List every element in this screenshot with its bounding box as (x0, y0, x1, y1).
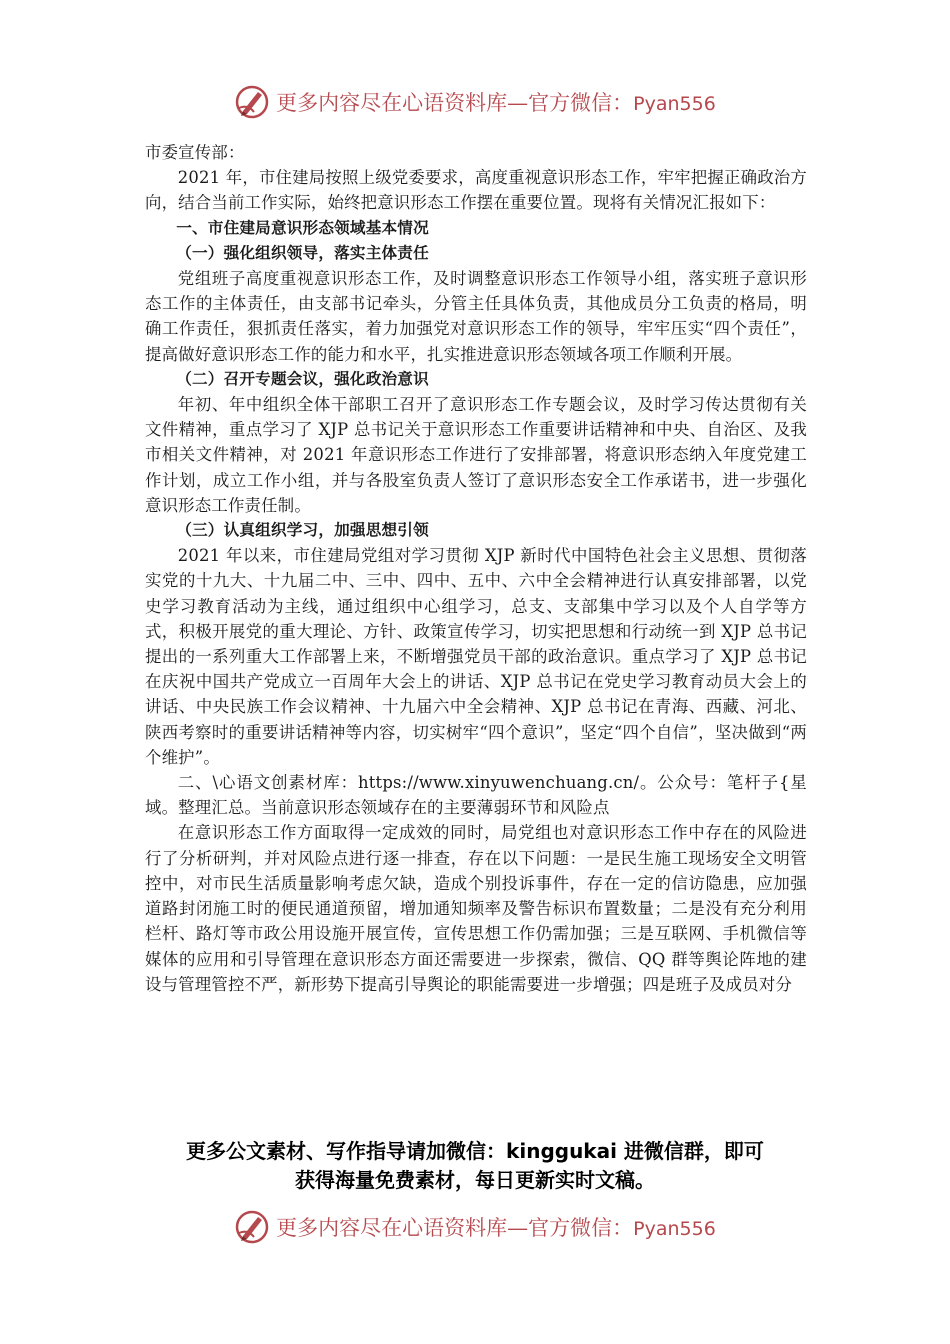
intro-paragraph: 2021 年，市住建局按照上级党委要求，高度重视意识形态工作，牢牢把握正确政治方向，结合当前工作实际，始终把意识形态工作摆在重要位置。现将有关情况汇报如下： (145, 168, 807, 213)
sub3-paragraph: 2021 年以来，市住建局党组对学习贯彻 XJP 新时代中国特色社会主义思想、贯彻落实党的十九大、十九届二中、三中、四中、五中、六中全会精神进行认真安排部署，以党史学习教育活动为主线，通过组织中心组学习，总支、支部集中学习以及个人自学等方式，积极开展党的重大理论、方针、政策宣传学习，切实把思想和行动统一到 XJP 总书记提出的一系列重大工作部署上来，不断增强党员干部的政治意识。重点学习了 XJP 总书记在庆祝中国共产党成立一百周年大会上的讲话、XJP 总书记在党史学习教育动员大会上的讲话、中央民族工作会议精神、十九届六中全会精神、XJP 总书记在青海、西藏、河北、陕西考察时的重要讲话精神等内容，切实树牢“四个意识”，坚定“四个自信”，坚决做到“两个维护”。 (145, 546, 807, 767)
sub1-paragraph: 党组班子高度重视意识形态工作，及时调整意识形态工作领导小组，落实班子意识形态工作的主体责任，由支部书记牵头，分管主任具体负责，其他成员分工负责的格局，明确工作责任，狠抓责任落实，着力加强党对意识形态工作的领导，牢牢压实“四个责任”，提高做好意识形态工作的能力和水平，扎实推进意识形态领域各项工作顺利开展。 (145, 269, 807, 364)
section2-paragraph: 在意识形态工作方面取得一定成效的同时，局党组也对意识形态工作中存在的风险进行了分析研判，并对风险点进行逐一排查，存在以下问题：一是民生施工现场安全文明管控中，对市民生活质量影响考虑欠缺，造成个别投诉事件，存在一定的信访隐患，应加强道路封闭施工时的便民通道预留，增加通知频率及警告标识布置数量；二是没有充分利用栏杆、路灯等市政公用设施开展宣传，宣传思想工作仍需加强；三是互联网、手机微信等媒体的应用和引导管理在意识形态方面还需要进一步探索，微信、QQ 群等舆论阵地的建设与管理管控不严，新形势下提高引导舆论的职能需要进一步增强；四是班子及成员对分 (145, 823, 807, 994)
section2-heading: 二、\心语文创素材库：https://www.xinyuwenchuang.cn/。公众号：笔杆子{星域。整理汇总。当前意识形态领域存在的主要薄弱环节和风险点 (145, 773, 807, 818)
header-banner (0, 82, 950, 122)
wechat-id: Pyan556 (633, 1218, 716, 1240)
sub3-heading: （三）认真组织学习，加强思想引领 (176, 521, 429, 540)
promo-notice (0, 1137, 950, 1195)
salutation: 市委宣传部： (145, 143, 245, 162)
promo-line-2: 获得海量免费素材，每日更新实时文稿。 (295, 1168, 655, 1192)
footer-banner (0, 1207, 950, 1247)
pen-logo-icon (234, 1209, 270, 1245)
wechat-id: Pyan556 (633, 93, 716, 115)
pen-logo-icon (234, 84, 270, 120)
promo-line-1: 更多公文素材、写作指导请加微信：kinggukai 进微信群，即可 (186, 1139, 764, 1163)
section1-heading: 一、市住建局意识形态领域基本情况 (176, 218, 429, 237)
banner-text: 更多内容尽在心语资料库—官方微信：Pyan556 (276, 91, 716, 115)
sub2-heading: （二）召开专题会议，强化政治意识 (176, 369, 429, 388)
document-body (145, 140, 807, 997)
banner-text: 更多内容尽在心语资料库—官方微信：Pyan556 (276, 1216, 716, 1240)
sub1-heading: （一）强化组织领导，落实主体责任 (176, 243, 429, 262)
sub2-paragraph: 年初、年中组织全体干部职工召开了意识形态工作专题会议，及时学习传达贯彻有关文件精神，重点学习了 XJP 总书记关于意识形态工作重要讲话精神和中央、自治区、及我市相关文件精神，对 2021 年意识形态工作进行了安排部署，将意识形态纳入年度党建工作计划，成立工作小组，并与各股室负责人签订了意识形态安全工作承诺书，进一步强化意识形态工作责任制。 (145, 395, 807, 515)
